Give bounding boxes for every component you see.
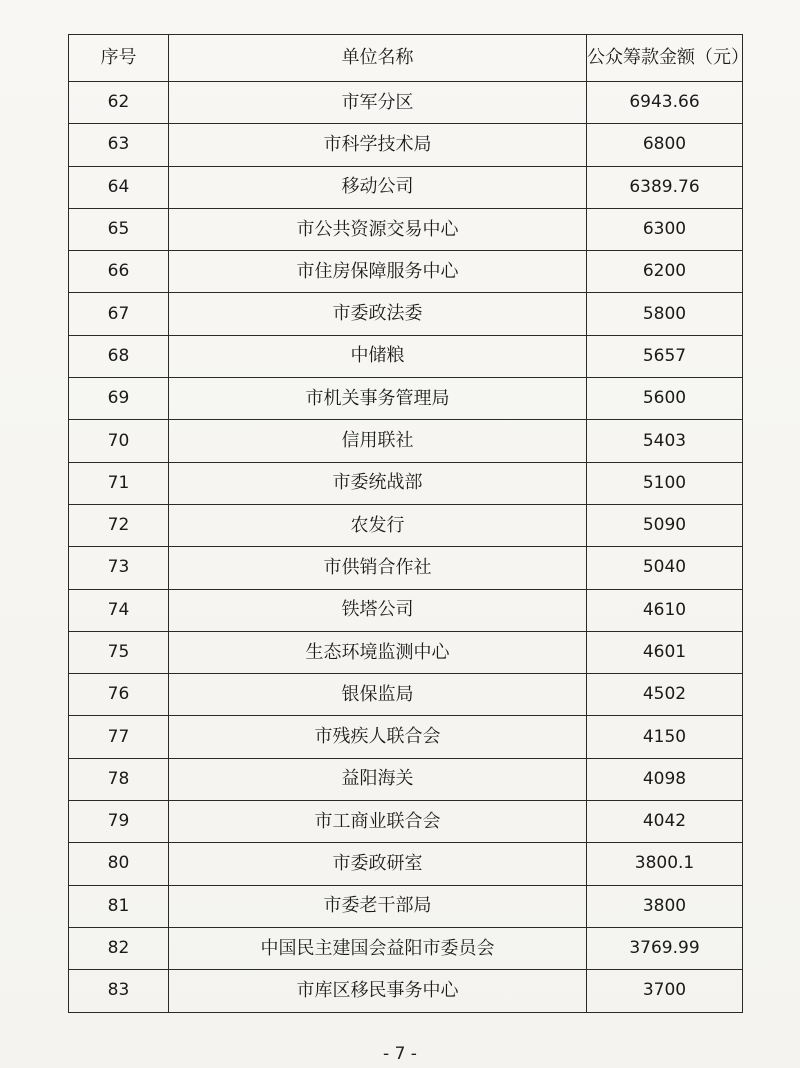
table-row [69,462,743,504]
table-row [69,547,743,589]
table-row [69,631,743,673]
cell-seq: 78 [69,758,169,800]
cell-unit-name: 市机关事务管理局 [169,378,587,420]
cell-amount: 4150 [587,716,743,758]
table-row [69,82,743,124]
cell-amount: 5600 [587,378,743,420]
table-row [69,589,743,631]
cell-unit-name: 市科学技术局 [169,124,587,166]
cell-seq: 80 [69,843,169,885]
cell-amount: 6389.76 [587,166,743,208]
table-row [69,970,743,1012]
cell-unit-name: 市委老干部局 [169,885,587,927]
cell-amount: 4042 [587,801,743,843]
cell-seq: 81 [69,885,169,927]
cell-seq: 82 [69,927,169,969]
cell-unit-name: 信用联社 [169,420,587,462]
cell-unit-name: 益阳海关 [169,758,587,800]
cell-amount: 6300 [587,208,743,250]
cell-seq: 75 [69,631,169,673]
cell-amount: 4502 [587,674,743,716]
cell-amount: 4610 [587,589,743,631]
cell-unit-name: 市公共资源交易中心 [169,208,587,250]
cell-unit-name: 市库区移民事务中心 [169,970,587,1012]
cell-unit-name: 生态环境监测中心 [169,631,587,673]
header-unit-name: 单位名称 [169,35,587,82]
header-amount: 公众筹款金额（元） [587,35,743,82]
cell-amount: 3800.1 [587,843,743,885]
cell-seq: 83 [69,970,169,1012]
cell-amount: 4098 [587,758,743,800]
cell-seq: 72 [69,504,169,546]
cell-amount: 3769.99 [587,927,743,969]
cell-amount: 5800 [587,293,743,335]
table-row [69,335,743,377]
cell-seq: 69 [69,378,169,420]
cell-seq: 76 [69,674,169,716]
donation-table [68,34,749,1013]
cell-amount: 3800 [587,885,743,927]
cell-seq: 79 [69,801,169,843]
cell-amount: 5657 [587,335,743,377]
cell-seq: 64 [69,166,169,208]
cell-unit-name: 移动公司 [169,166,587,208]
cell-unit-name: 银保监局 [169,674,587,716]
cell-seq: 71 [69,462,169,504]
cell-amount: 5403 [587,420,743,462]
cell-amount: 5090 [587,504,743,546]
table-row [69,927,743,969]
cell-unit-name: 市工商业联合会 [169,801,587,843]
cell-unit-name: 市残疾人联合会 [169,716,587,758]
table-row [69,758,743,800]
table-row [69,885,743,927]
cell-amount: 4601 [587,631,743,673]
cell-unit-name: 中国民主建国会益阳市委员会 [169,927,587,969]
cell-unit-name: 市供销合作社 [169,547,587,589]
table-row [69,251,743,293]
cell-unit-name: 农发行 [169,504,587,546]
header-seq: 序号 [69,35,169,82]
table-row [69,293,743,335]
cell-seq: 73 [69,547,169,589]
cell-unit-name: 市住房保障服务中心 [169,251,587,293]
cell-seq: 67 [69,293,169,335]
cell-unit-name: 中储粮 [169,335,587,377]
cell-seq: 70 [69,420,169,462]
table-row [69,124,743,166]
cell-amount: 6200 [587,251,743,293]
table-row [69,674,743,716]
cell-seq: 68 [69,335,169,377]
cell-seq: 62 [69,82,169,124]
table-row [69,378,743,420]
cell-amount: 3700 [587,970,743,1012]
cell-amount: 6800 [587,124,743,166]
table-row [69,420,743,462]
donation-table-container [68,34,749,1013]
page-number: - 7 - [383,1044,417,1064]
table-row [69,801,743,843]
cell-unit-name: 市军分区 [169,82,587,124]
table-row [69,166,743,208]
cell-unit-name: 市委政研室 [169,843,587,885]
cell-amount: 6943.66 [587,82,743,124]
cell-seq: 66 [69,251,169,293]
table-row [69,208,743,250]
cell-unit-name: 市委统战部 [169,462,587,504]
table-row [69,843,743,885]
table-header-row [69,35,743,82]
cell-seq: 77 [69,716,169,758]
cell-seq: 65 [69,208,169,250]
cell-unit-name: 铁塔公司 [169,589,587,631]
cell-seq: 63 [69,124,169,166]
cell-seq: 74 [69,589,169,631]
cell-amount: 5100 [587,462,743,504]
cell-unit-name: 市委政法委 [169,293,587,335]
cell-amount: 5040 [587,547,743,589]
table-body [69,82,743,1013]
table-row [69,716,743,758]
table-row [69,504,743,546]
